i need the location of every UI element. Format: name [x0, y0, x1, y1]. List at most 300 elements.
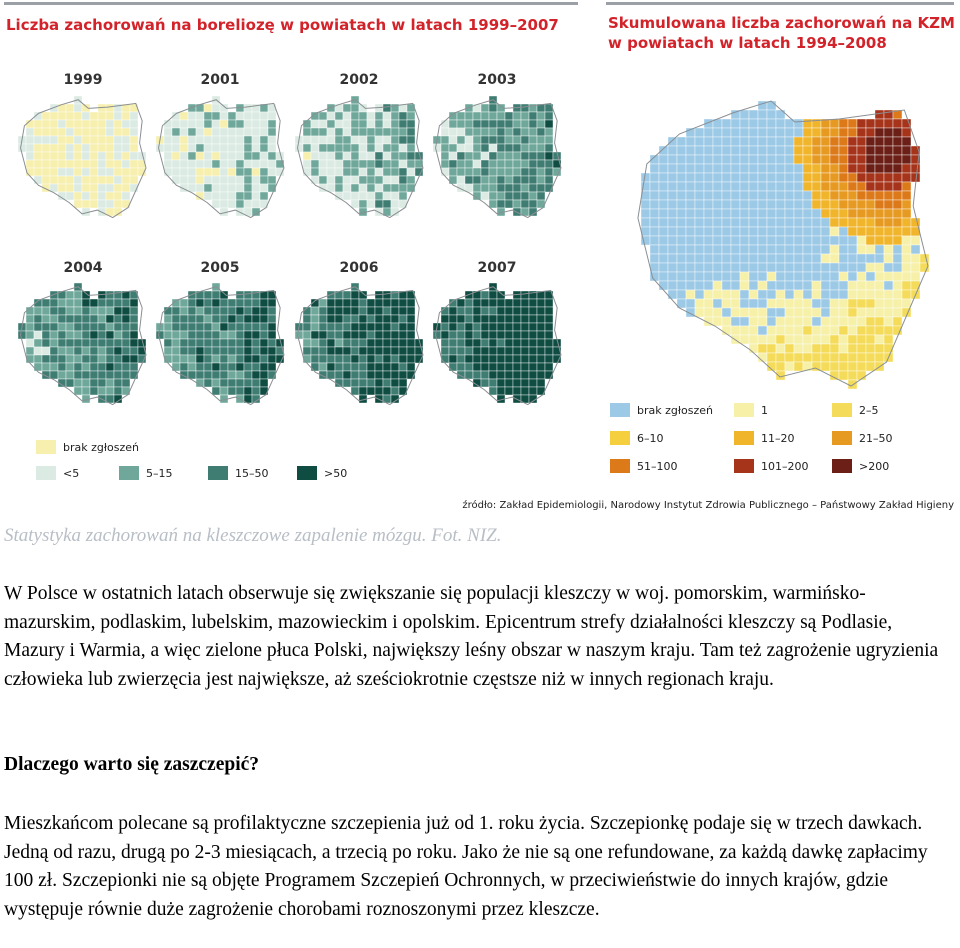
district-cell — [884, 173, 893, 182]
district-cell — [722, 308, 731, 317]
district-cell — [650, 173, 659, 182]
district-cell — [866, 128, 875, 137]
district-cell — [695, 308, 704, 317]
district-cell — [704, 209, 713, 218]
district-cell — [803, 326, 812, 335]
district-cell — [866, 164, 875, 173]
district-cell — [713, 182, 722, 191]
district-cell — [893, 209, 902, 218]
district-cell — [893, 281, 902, 290]
district-cell — [857, 200, 866, 209]
district-cell — [848, 182, 857, 191]
legend-label: 21–50 — [859, 431, 893, 445]
district-cell — [812, 263, 821, 272]
figure-caption: Statystyka zachorowań na kleszczowe zapalenie mózgu. Fot. NIZ. — [4, 525, 502, 546]
legend-label: 6–10 — [637, 431, 664, 445]
district-cell — [668, 281, 677, 290]
district-cell — [920, 254, 929, 263]
district-cell — [695, 263, 704, 272]
tbe-panel-title-line1: Skumulowana liczba zachorowań na KZM — [608, 14, 955, 32]
district-cell — [668, 236, 677, 245]
district-cell — [686, 272, 695, 281]
district-cell — [722, 137, 731, 146]
district-cell — [659, 155, 668, 164]
district-cell — [902, 236, 911, 245]
legend-item — [734, 403, 768, 417]
district-cell — [767, 335, 776, 344]
district-cell — [794, 164, 803, 173]
district-cell — [866, 146, 875, 155]
district-cell — [848, 326, 857, 335]
district-cell — [821, 236, 830, 245]
district-cell — [866, 182, 875, 191]
district-cell — [821, 326, 830, 335]
district-cell — [749, 218, 758, 227]
district-cell — [812, 281, 821, 290]
district-cell — [650, 191, 659, 200]
district-cell — [686, 227, 695, 236]
district-cell — [686, 146, 695, 155]
district-cell — [722, 290, 731, 299]
district-cell — [686, 236, 695, 245]
district-cell — [659, 236, 668, 245]
legend-label: 11–20 — [761, 431, 795, 445]
district-cell — [749, 173, 758, 182]
district-cell — [659, 209, 668, 218]
district-cell — [839, 155, 848, 164]
district-cell — [812, 209, 821, 218]
district-cell — [677, 227, 686, 236]
district-cell — [803, 299, 812, 308]
district-cell — [704, 236, 713, 245]
district-cell — [749, 155, 758, 164]
district-cell — [767, 245, 776, 254]
map-year-label: 2007 — [477, 260, 517, 276]
district-cell — [695, 173, 704, 182]
district-cell — [875, 335, 884, 344]
district-cell — [695, 281, 704, 290]
district-cell — [830, 191, 839, 200]
district-cell — [677, 182, 686, 191]
district-cell — [695, 182, 704, 191]
district-cell — [902, 209, 911, 218]
district-cell — [677, 272, 686, 281]
district-cell — [857, 281, 866, 290]
district-cell — [713, 128, 722, 137]
district-cell — [866, 281, 875, 290]
district-cell — [866, 353, 875, 362]
district-cell — [704, 200, 713, 209]
district-cell — [767, 272, 776, 281]
district-cell — [821, 128, 830, 137]
district-cell — [767, 353, 776, 362]
district-cell — [740, 128, 749, 137]
legend-item — [734, 459, 809, 473]
district-cell — [821, 263, 830, 272]
district-cell — [695, 272, 704, 281]
district-cell — [758, 173, 767, 182]
map-year-label: 1999 — [63, 72, 103, 88]
legend-item — [119, 466, 173, 480]
district-cell — [839, 299, 848, 308]
district-cell — [794, 335, 803, 344]
district-cell — [659, 191, 668, 200]
district-cell — [650, 227, 659, 236]
district-cell — [803, 281, 812, 290]
district-cell — [830, 335, 839, 344]
district-cell — [749, 191, 758, 200]
district-cell — [857, 182, 866, 191]
district-cell — [857, 191, 866, 200]
district-cell — [839, 173, 848, 182]
district-cell — [731, 326, 740, 335]
district-cell — [812, 191, 821, 200]
district-cell — [884, 245, 893, 254]
district-cell — [758, 290, 767, 299]
district-cell — [677, 155, 686, 164]
district-cell — [677, 218, 686, 227]
district-cell — [776, 110, 785, 119]
district-cell — [776, 308, 785, 317]
district-cell — [677, 290, 686, 299]
district-cell — [821, 317, 830, 326]
district-cell — [884, 236, 893, 245]
district-cell — [884, 308, 893, 317]
legend-item — [208, 466, 269, 480]
district-cell — [839, 335, 848, 344]
legend-item — [297, 466, 347, 480]
district-cell — [875, 263, 884, 272]
district-cell — [803, 182, 812, 191]
district-cell — [884, 200, 893, 209]
district-cell — [704, 218, 713, 227]
district-cell — [866, 362, 875, 371]
district-cell — [704, 290, 713, 299]
district-cell — [704, 308, 713, 317]
district-cell — [794, 182, 803, 191]
district-cell — [641, 209, 650, 218]
district-cell — [893, 128, 902, 137]
district-cell — [875, 281, 884, 290]
map-year-label: 2004 — [63, 260, 103, 276]
district-cell — [722, 200, 731, 209]
district-cell — [803, 128, 812, 137]
district-cell — [830, 227, 839, 236]
district-cell — [677, 146, 686, 155]
district-cell — [731, 254, 740, 263]
district-cell — [839, 218, 848, 227]
tbe-map-districts — [638, 101, 929, 389]
district-cell — [884, 209, 893, 218]
district-cell — [893, 263, 902, 272]
district-cell — [758, 218, 767, 227]
district-cell — [767, 200, 776, 209]
district-cell — [776, 263, 785, 272]
legend-swatch — [734, 431, 754, 445]
district-cell — [848, 173, 857, 182]
district-cell — [695, 227, 704, 236]
district-cell — [641, 200, 650, 209]
district-cell — [713, 308, 722, 317]
district-cell — [803, 317, 812, 326]
legend-item — [610, 459, 678, 473]
district-cell — [848, 164, 857, 173]
district-cell — [857, 344, 866, 353]
district-cell — [911, 272, 920, 281]
district-cell — [749, 209, 758, 218]
district-cell — [902, 191, 911, 200]
legend-swatch — [610, 459, 630, 473]
district-cell — [812, 137, 821, 146]
district-cell — [794, 200, 803, 209]
district-cell — [785, 128, 794, 137]
district-cell — [848, 281, 857, 290]
district-cell — [821, 227, 830, 236]
district-cell — [839, 119, 848, 128]
district-cell — [893, 245, 902, 254]
district-cell — [839, 236, 848, 245]
district-cell — [794, 227, 803, 236]
district-cell — [821, 200, 830, 209]
district-cell — [731, 119, 740, 128]
district-cell — [848, 371, 857, 380]
district-cell — [722, 272, 731, 281]
district-cell — [758, 263, 767, 272]
district-cell — [893, 182, 902, 191]
district-cell — [794, 290, 803, 299]
district-cell — [677, 200, 686, 209]
district-cell — [731, 263, 740, 272]
district-cell — [902, 164, 911, 173]
district-cell — [731, 299, 740, 308]
legend-swatch — [119, 466, 139, 480]
district-cell — [839, 146, 848, 155]
district-cell — [731, 200, 740, 209]
tbe-panel-title-line2: w powiatach w latach 1994–2008 — [608, 34, 887, 52]
district-cell — [731, 146, 740, 155]
district-cell — [758, 245, 767, 254]
district-cell — [722, 209, 731, 218]
district-cell — [695, 128, 704, 137]
district-cell — [776, 182, 785, 191]
district-cell — [848, 209, 857, 218]
district-cell — [884, 254, 893, 263]
district-cell — [785, 227, 794, 236]
district-cell — [785, 290, 794, 299]
district-cell — [848, 227, 857, 236]
district-cell — [650, 218, 659, 227]
district-cell — [911, 218, 920, 227]
district-cell — [785, 164, 794, 173]
legend-label: 5–15 — [146, 466, 173, 480]
district-cell — [758, 299, 767, 308]
district-cell — [695, 218, 704, 227]
district-cell — [749, 335, 758, 344]
district-cell — [884, 326, 893, 335]
district-cell — [902, 182, 911, 191]
district-cell — [902, 299, 911, 308]
district-cell — [749, 236, 758, 245]
district-cell — [686, 137, 695, 146]
district-cell — [677, 245, 686, 254]
district-cell — [677, 263, 686, 272]
district-cell — [884, 137, 893, 146]
district-cell — [731, 164, 740, 173]
district-cell — [758, 191, 767, 200]
district-cell — [767, 254, 776, 263]
district-cell — [821, 182, 830, 191]
district-cell — [875, 290, 884, 299]
district-cell — [785, 353, 794, 362]
district-cell — [857, 137, 866, 146]
district-cell — [821, 272, 830, 281]
district-cell — [776, 371, 785, 380]
district-cell — [722, 182, 731, 191]
district-cell — [650, 182, 659, 191]
district-cell — [749, 164, 758, 173]
district-cell — [830, 182, 839, 191]
district-cell — [686, 155, 695, 164]
district-cell — [812, 245, 821, 254]
district-cell — [749, 326, 758, 335]
district-cell — [794, 146, 803, 155]
district-cell — [758, 281, 767, 290]
district-cell — [740, 137, 749, 146]
district-cell — [740, 263, 749, 272]
district-cell — [767, 119, 776, 128]
district-cell — [722, 119, 731, 128]
district-cell — [911, 236, 920, 245]
district-cell — [839, 353, 848, 362]
district-cell — [866, 218, 875, 227]
district-cell — [731, 245, 740, 254]
district-cell — [821, 290, 830, 299]
district-cell — [830, 146, 839, 155]
district-cell — [839, 182, 848, 191]
district-cell — [893, 254, 902, 263]
legend-item — [832, 403, 879, 417]
district-cell — [731, 128, 740, 137]
borreliosis-panel-title: Liczba zachorowań na boreliozę w powiatach w latach 1999–2007 — [6, 16, 559, 34]
district-cell — [695, 146, 704, 155]
district-cell — [767, 317, 776, 326]
district-cell — [668, 218, 677, 227]
district-cell — [839, 290, 848, 299]
district-cell — [884, 290, 893, 299]
district-cell — [785, 236, 794, 245]
district-cell — [875, 344, 884, 353]
district-cell — [713, 173, 722, 182]
district-cell — [785, 299, 794, 308]
district-cell — [776, 236, 785, 245]
district-cell — [794, 272, 803, 281]
district-cell — [767, 344, 776, 353]
district-cell — [812, 173, 821, 182]
district-cell — [758, 146, 767, 155]
district-cell — [785, 218, 794, 227]
district-cell — [749, 299, 758, 308]
district-cell — [839, 317, 848, 326]
district-cell — [686, 209, 695, 218]
district-cell — [857, 272, 866, 281]
district-cell — [731, 155, 740, 164]
district-cell — [758, 308, 767, 317]
district-cell — [776, 137, 785, 146]
district-cell — [830, 200, 839, 209]
district-cell — [848, 137, 857, 146]
district-cell — [713, 281, 722, 290]
district-cell — [866, 326, 875, 335]
district-cell — [839, 254, 848, 263]
district-cell — [785, 326, 794, 335]
district-cell — [812, 299, 821, 308]
district-cell — [650, 209, 659, 218]
district-cell — [821, 164, 830, 173]
district-cell — [677, 281, 686, 290]
district-cell — [722, 218, 731, 227]
district-cell — [830, 137, 839, 146]
district-cell — [785, 272, 794, 281]
district-cell — [812, 335, 821, 344]
district-cell — [785, 308, 794, 317]
district-cell — [686, 254, 695, 263]
district-cell — [758, 326, 767, 335]
district-cell — [821, 353, 830, 362]
district-cell — [803, 290, 812, 299]
district-cell — [785, 281, 794, 290]
district-cell — [848, 335, 857, 344]
district-cell — [731, 317, 740, 326]
map-year-label: 2006 — [339, 260, 379, 276]
district-cell — [776, 164, 785, 173]
district-cell — [722, 263, 731, 272]
district-cell — [830, 254, 839, 263]
district-cell — [839, 164, 848, 173]
district-cell — [758, 344, 767, 353]
district-cell — [740, 317, 749, 326]
district-cell — [677, 209, 686, 218]
district-cell — [794, 263, 803, 272]
district-cell — [668, 290, 677, 299]
district-cell — [704, 155, 713, 164]
district-cell — [857, 362, 866, 371]
district-cell — [740, 290, 749, 299]
district-cell — [803, 173, 812, 182]
district-cell — [821, 344, 830, 353]
district-cell — [794, 317, 803, 326]
district-cell — [776, 191, 785, 200]
district-cell — [848, 218, 857, 227]
district-cell — [713, 164, 722, 173]
district-cell — [866, 344, 875, 353]
district-cell — [659, 146, 668, 155]
district-cell — [749, 119, 758, 128]
district-cell — [839, 227, 848, 236]
district-cell — [866, 119, 875, 128]
district-cell — [794, 362, 803, 371]
district-cell — [686, 164, 695, 173]
district-cell — [722, 236, 731, 245]
district-cell — [704, 254, 713, 263]
district-cell — [695, 236, 704, 245]
district-cell — [677, 236, 686, 245]
district-cell — [740, 191, 749, 200]
district-cell — [848, 263, 857, 272]
district-cell — [704, 191, 713, 200]
district-cell — [713, 191, 722, 200]
district-cell — [776, 317, 785, 326]
district-cell — [731, 137, 740, 146]
